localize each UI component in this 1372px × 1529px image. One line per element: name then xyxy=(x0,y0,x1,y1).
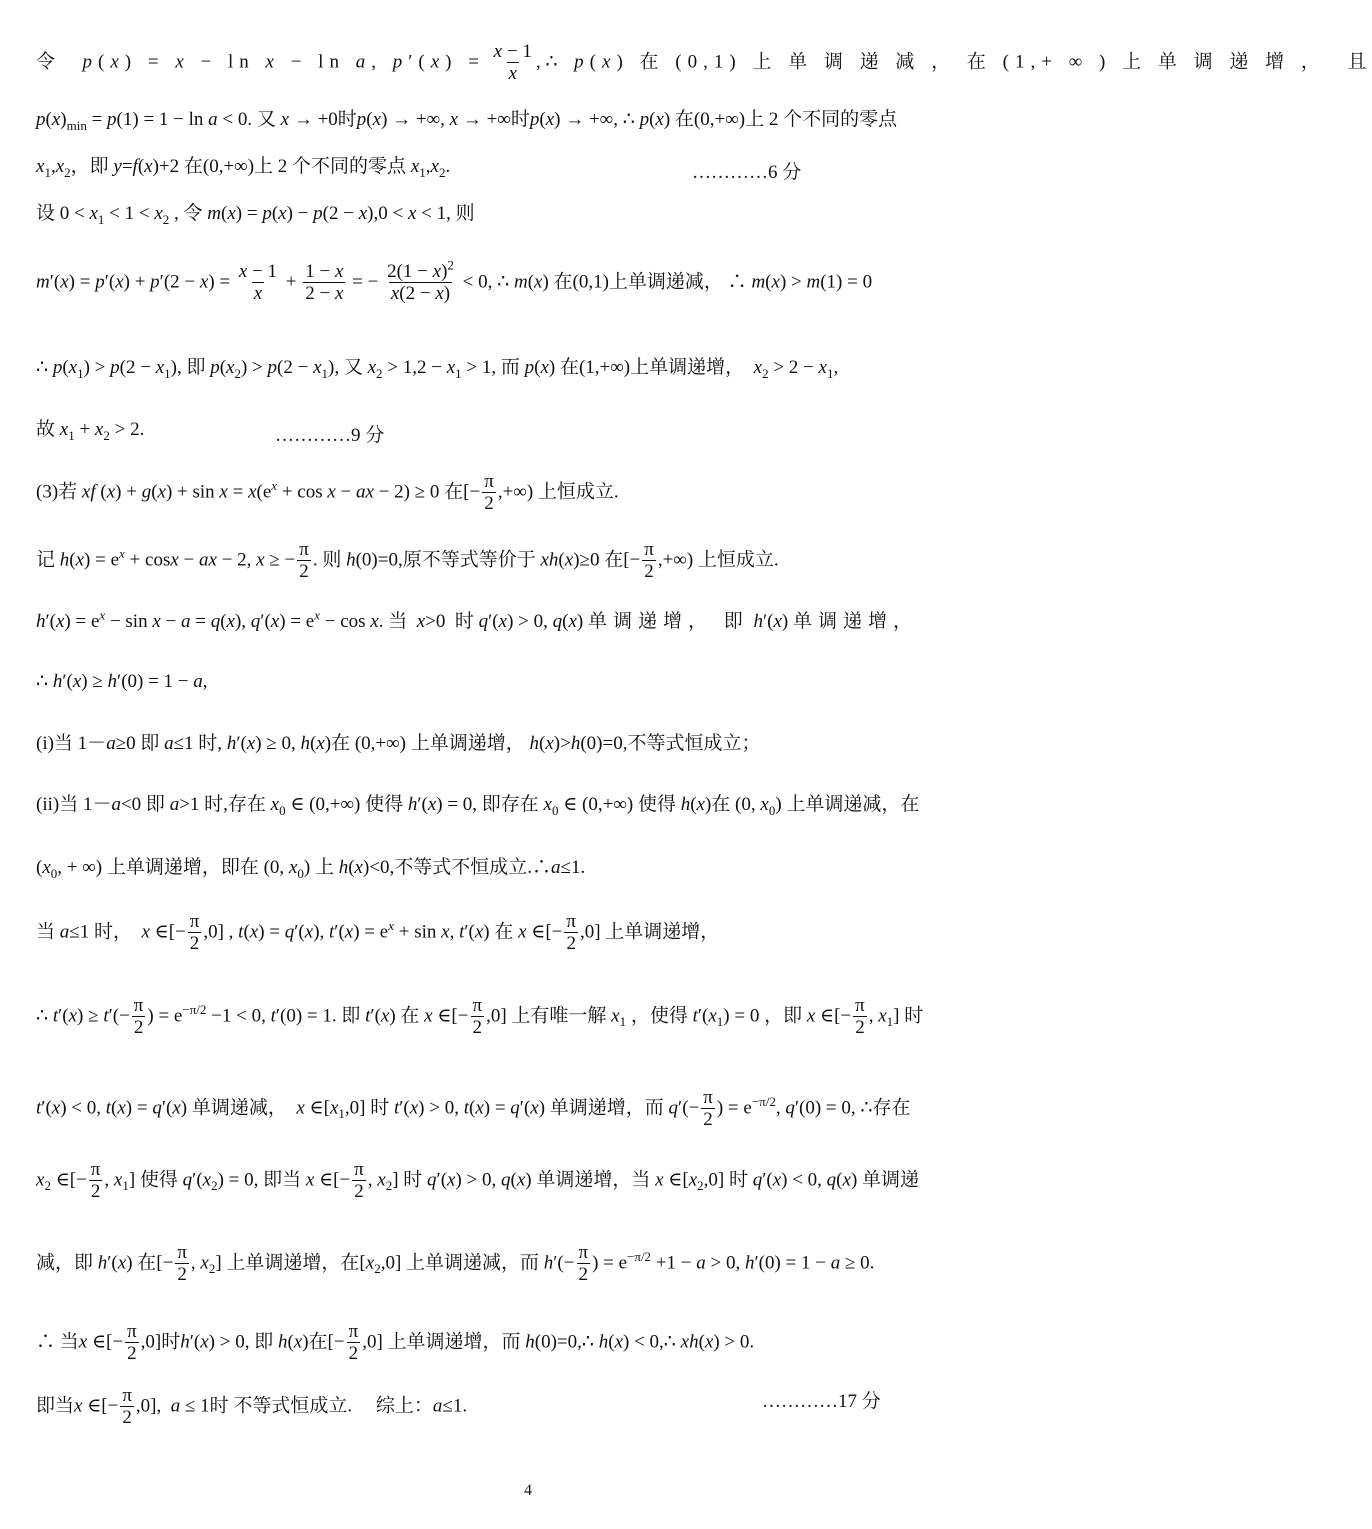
line-08: (3)若 xf $(x) + g(x) + \sin x = x(e^x + \cos x$ − ax − 2) ≥ 0 在[− $\frac{\pi}{2}$ ,+∞) 上恒成立. xyxy=(36,471,619,514)
score-17: …………17 分 xyxy=(762,1391,881,1412)
line-05: m′(x) = p′(x) + p′(2 − x) = $\frac{x - 1}{x}$ + $\frac{1 - x}{2 - x}$ = − $\frac{2(1 - x)^2}{x(2 - x)}$ < 0, ∴ m(x) 在(0,1)上单调递减， ∴ m(x) > m(1) = 0 xyxy=(36,257,873,304)
line-19: 减，即 h′(x) 在[− $\frac{\pi}{2}$ , $x_2$] 上单调递增，在$[x_2,0]$ 上单调递减，而 h′(− $\frac{\pi}{2}$ ) = $e^{-\pi/2} +1 - a > 0$, h′(0) = 1 − a ≥ 0. xyxy=(36,1242,875,1285)
line-09: 记 $h(x) = e^x + \cos x$ − ax − 2, x ≥ − $\frac{\pi}{2}$ . 则 h(0)=0,原不等式等价于 xh(x)≥0 在[− $\frac{\pi}{2}$ ,+∞) 上恒成立. xyxy=(36,539,779,582)
line-14: ($x_0$, + ∞) 上单调递增，即在 (0, $x_0$) 上 h(x)<0,不等式不恒成立.∴a≤1. xyxy=(36,857,586,881)
line-18: $x_2$ ∈[− $\frac{\pi}{2}$ , $x_1$] 使得 $q'(x_2) = 0$, 即当 x ∈[− $\frac{\pi}{2}$ , $x_2$] 时 q′(x) > 0, q(x) 单调递增，当 x $\in[x_2,0]$ 时 q′(x) < 0, q(x) 单调递 xyxy=(36,1159,920,1202)
line-03: $x_1,x_2$，即 y=f(x)+2 在(0,+∞)上 2 个不同的零点 $x_1,x_2$. xyxy=(36,156,451,180)
line-02: $p(x)_{min} = p(1) = 1 - \ln a < 0$. 又 x → +0时p(x) → +∞, x → +∞时p(x) → +∞, ∴ p(x) 在(0,+∞)上 2 个不同的零点 xyxy=(36,109,898,133)
line-01: 令 p(x) = x − ln x − ln a, p′(x) = $\frac{x - 1}{x}$ , ∴ p(x) 在 (0,1) 上 单 调 递 减 ， 在 (1,+ ∞ ) 上 单 调 递 增 ， 且 xyxy=(36,41,1372,84)
line-21: 即当x ∈[− $\frac{\pi}{2}$ ,0], a ≤ 1时 不等式恒成立. 综上：a≤1. xyxy=(36,1385,468,1428)
line-06: ∴ $p(x_1) > p(2 - x_1)$, 即 $p(x_2) > p(2 - x_1)$, 又 $x_2 > 1,2 - x_1 > 1$, 而 p(x) 在(1,+∞)上单调递增， $x_2 > 2 - x_1$, xyxy=(36,357,839,381)
line-10: $h'(x) = e^x - \sin x - a = q(x)$, $q'(x) = e^x - \cos x$. 当 x>0 时 q′(x) > 0, q(x) 单调递增， 即 h′(x) 单调递增， xyxy=(36,607,918,632)
line-17: t′(x) < 0, t(x) = q′(x) 单调递减， x $\in[x_1,0]$ 时 t′(x) > 0, t(x) = q′(x) 单调递增，而 q′(− $\frac{\pi}{2}$ ) = $e^{-\pi/2}$, q′(0) = 0, ∴存在 xyxy=(36,1087,911,1130)
score-9: …………9 分 xyxy=(275,425,385,446)
line-13: (ii)当 1－a<0 即 a>1 时,存在 $x_0$ ∈ (0,+∞) 使得 h′(x) = 0, 即存在 $x_0$ ∈ (0,+∞) 使得 h(x)在 (0, $x_0$) 上单调递减，在 xyxy=(36,794,920,818)
line-16: ∴ t′(x) ≥ t′(− $\frac{\pi}{2}$ ) = $e^{-\pi/2} -1 < 0$, t′(0) = 1. 即 t′(x) 在 x ∈[− $\frac{\pi}{2}$ ,0] 上有唯一解 $x_1$ ，使得 $t'(x_1) = 0$ ，即 x ∈[− $\frac{\pi}{2}$ , $x_1$] 时 xyxy=(36,995,924,1038)
score-6: …………6 分 xyxy=(692,162,802,183)
line-07: 故 $x_1 + x_2 > 2$. xyxy=(36,419,145,443)
line-04: 设 $0 < x_1 < 1 < x_2$ , 令 m(x) = p(x) − p(2 − x),0 < x < 1, 则 xyxy=(36,203,475,227)
line-11: ∴ h′(x) ≥ h′(0) = 1 − a, xyxy=(36,671,208,692)
line-20: ∴ 当x ∈[− $\frac{\pi}{2}$ ,0]时h′(x) > 0, 即 h(x)在[− $\frac{\pi}{2}$ ,0] 上单调递增，而 h(0)=0,∴ h(x) < 0,∴ xh(x) > 0. xyxy=(36,1321,755,1364)
page-number: 4 xyxy=(524,1482,532,1499)
line-12: (i)当 1－a≥0 即 a≤1 时, h′(x) ≥ 0, h(x)在 (0,+∞) 上单调递增， h(x)>h(0)=0,不等式恒成立； xyxy=(36,733,761,754)
line-15: 当 a≤1 时， x ∈[− $\frac{\pi}{2}$ ,0] , t(x) = q′(x), $t'(x) = e^x + \sin x$, t′(x) 在 x ∈[− $\frac{\pi}{2}$ ,0] 上单调递增， xyxy=(36,911,720,954)
